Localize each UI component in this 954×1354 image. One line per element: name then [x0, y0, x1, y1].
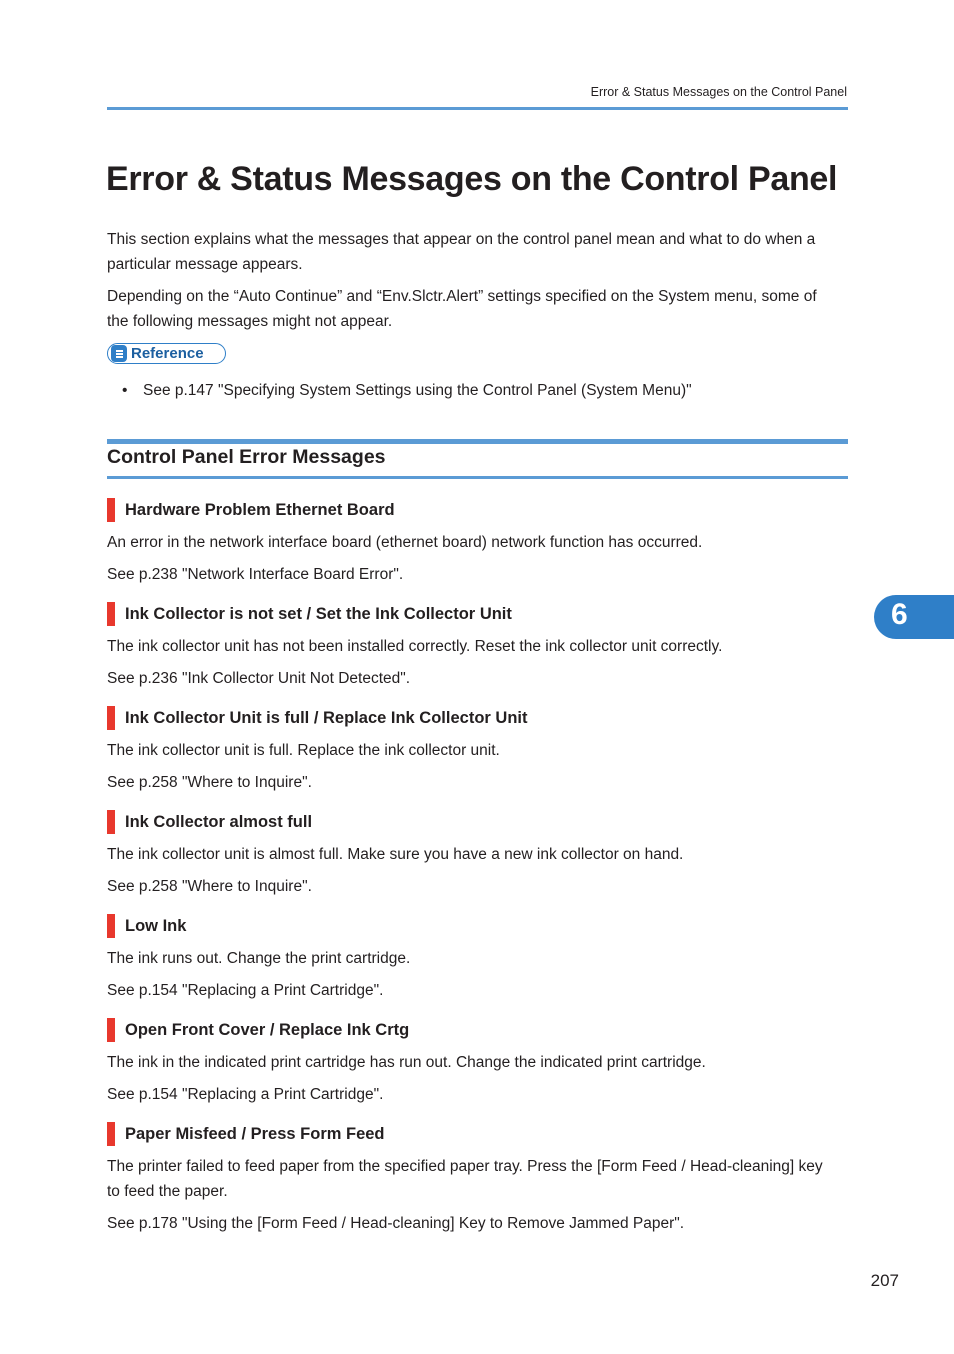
message-heading-text: Hardware Problem Ethernet Board [125, 500, 395, 519]
message-heading-text: Open Front Cover / Replace Ink Crtg [125, 1020, 410, 1039]
intro-line: Depending on the “Auto Continue” and “Env.Slctr.Alert” settings specified on the System menu, some of [107, 288, 817, 305]
message-description-line: The printer failed to feed paper from the specified paper tray. Press the [Form Feed / Head-cleaning] key [107, 1158, 823, 1175]
heading-marker [107, 498, 115, 522]
page-title: Error & Status Messages on the Control Panel [106, 160, 838, 198]
message-description: An error in the network interface board (ethernet board) network function has occurred. [107, 534, 703, 551]
message-heading-text: Low Ink [125, 916, 187, 935]
message-description: The ink collector unit has not been installed correctly. Reset the ink collector unit correctly. [107, 638, 723, 655]
reference-bullet [122, 378, 692, 403]
reference-note-icon [111, 345, 127, 362]
heading-marker [107, 914, 115, 938]
reference-link[interactable]: See p.147 "Specifying System Settings using the Control Panel (System Menu)" [143, 382, 692, 399]
message-description: The ink collector unit is almost full. Make sure you have a new ink collector on hand. [107, 846, 684, 863]
message-heading-text: Ink Collector is not set / Set the Ink Collector Unit [125, 604, 512, 623]
message-reference[interactable]: See p.258 "Where to Inquire". [107, 774, 312, 791]
message-reference[interactable]: See p.236 "Ink Collector Unit Not Detected". [107, 670, 411, 687]
message-heading [107, 1018, 409, 1042]
message-heading-text: Ink Collector almost full [125, 812, 313, 831]
heading-marker [107, 602, 115, 626]
message-heading-text: Ink Collector Unit is full / Replace Ink Collector Unit [125, 708, 528, 727]
heading-marker [107, 810, 115, 834]
chapter-number: 6 [891, 598, 908, 631]
message-heading [107, 914, 186, 938]
reference-badge [107, 343, 226, 364]
message-heading [107, 602, 512, 626]
intro-line: particular message appears. [107, 256, 303, 273]
heading-marker [107, 1018, 115, 1042]
heading-marker [107, 706, 115, 730]
message-description: The ink in the indicated print cartridge has run out. Change the indicated print cartridge. [107, 1054, 706, 1071]
page-number: 207 [870, 1271, 899, 1290]
section-title: Control Panel Error Messages [107, 446, 386, 468]
message-heading-text: Paper Misfeed / Press Form Feed [125, 1124, 385, 1143]
intro-paragraph [107, 284, 849, 334]
intro-line: the following messages might not appear. [107, 313, 393, 330]
message-heading [107, 1122, 385, 1146]
intro-paragraph [107, 227, 849, 277]
message-description: The ink runs out. Change the print cartridge. [107, 950, 411, 967]
running-header: Error & Status Messages on the Control Panel [590, 85, 847, 99]
intro-line: This section explains what the messages that appear on the control panel mean and what to do when a [107, 231, 816, 248]
chapter-tab [874, 595, 954, 639]
header-rule [107, 107, 848, 110]
message-heading [107, 810, 312, 834]
message-reference[interactable]: See p.178 "Using the [Form Feed / Head-cleaning] Key to Remove Jammed Paper". [107, 1215, 685, 1232]
message-heading [107, 706, 527, 730]
message-reference[interactable]: See p.238 "Network Interface Board Error". [107, 566, 404, 583]
reference-label: Reference [131, 345, 204, 362]
message-reference[interactable]: See p.154 "Replacing a Print Cartridge". [107, 1086, 384, 1103]
message-description-line: to feed the paper. [107, 1183, 228, 1200]
message-reference[interactable]: See p.154 "Replacing a Print Cartridge". [107, 982, 384, 999]
message-description: The ink collector unit is full. Replace the ink collector unit. [107, 742, 500, 759]
message-reference[interactable]: See p.258 "Where to Inquire". [107, 878, 312, 895]
message-description [107, 1154, 849, 1204]
heading-marker [107, 1122, 115, 1146]
bullet-icon: • [122, 382, 128, 399]
message-heading [107, 498, 395, 522]
